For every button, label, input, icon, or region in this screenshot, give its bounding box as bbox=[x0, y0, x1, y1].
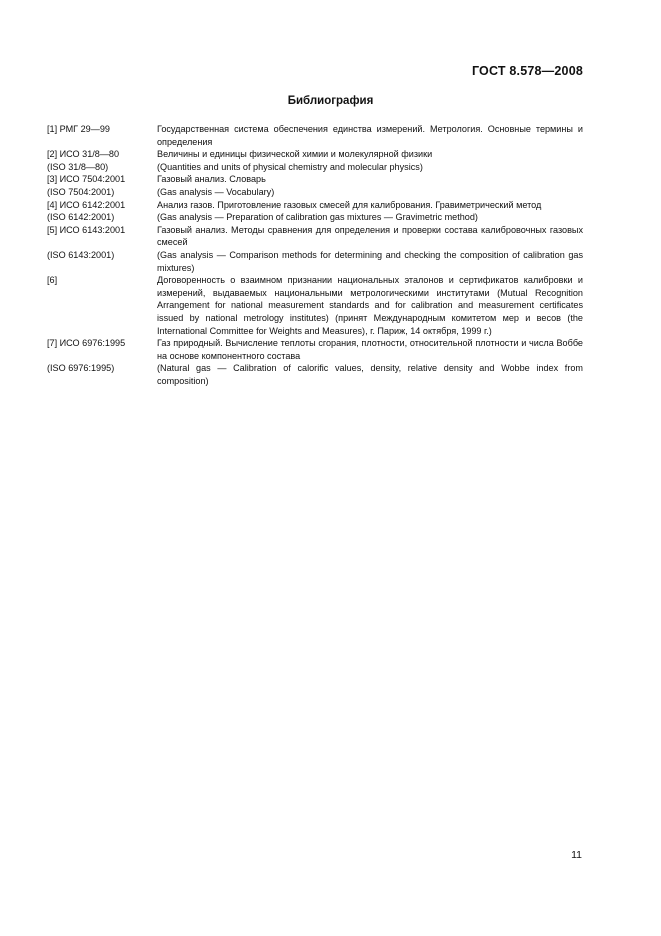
bibliography-entry bbox=[47, 224, 583, 249]
document-number: ГОСТ 8.578—2008 bbox=[471, 64, 583, 78]
entry-reference: [2] ИСО 31/8—80 bbox=[47, 149, 120, 160]
bibliography-title: Библиография bbox=[287, 95, 374, 107]
bibliography-list bbox=[47, 123, 583, 387]
bibliography-entry bbox=[47, 274, 583, 337]
bibliography-entry bbox=[47, 161, 583, 174]
bibliography-entry bbox=[47, 211, 583, 224]
bibliography-entry bbox=[47, 337, 583, 362]
entry-text: (Gas analysis — Comparison methods for determining and checking the composition of calibration gas mixtures) bbox=[157, 249, 583, 273]
bibliography-entry bbox=[47, 123, 583, 148]
entry-text: (Gas analysis — Preparation of calibration gas mixtures — Gravimetric method) bbox=[157, 212, 478, 223]
bibliography-entry bbox=[47, 362, 583, 387]
bibliography-entry bbox=[47, 186, 583, 199]
bibliography-entry bbox=[47, 249, 583, 274]
entry-reference: [6] bbox=[47, 275, 58, 286]
entry-reference: [5] ИСО 6143:2001 bbox=[47, 224, 126, 235]
entry-text: (Natural gas — Calibration of calorific values, density, relative density and Wobbe index from composition) bbox=[157, 363, 583, 386]
bibliography-entry bbox=[47, 199, 583, 212]
entry-reference: (ISO 6143:2001) bbox=[47, 249, 115, 260]
bibliography-entry bbox=[47, 148, 583, 161]
entry-text: (Quantities and units of physical chemistry and molecular physics) bbox=[157, 161, 423, 172]
entry-reference: [7] ИСО 6976:1995 bbox=[47, 338, 126, 349]
entry-reference: (ISO 6142:2001) bbox=[47, 212, 115, 223]
entry-text: (Gas analysis — Vocabulary) bbox=[157, 186, 275, 197]
entry-text: Анализ газов. Приготовление газовых смесей для калибрования. Гравиметрический метод bbox=[157, 199, 542, 210]
entry-reference: (ISO 31/8—80) bbox=[47, 161, 109, 172]
entry-reference: [1] РМГ 29—99 bbox=[47, 124, 110, 134]
entry-reference: (ISO 6976:1995) bbox=[47, 363, 115, 374]
entry-reference: [3] ИСО 7504:2001 bbox=[47, 174, 126, 185]
bibliography-entry bbox=[47, 173, 583, 186]
entry-text: Договоренность о взаимном признании национальных эталонов и сертификатов калибровки и измерений, выдаваемых национальными метрологическими институтами (Mutual Recognition Arrangement for national measurement standards and for calibration and measurement certificates issued by national metrology institutes) (принят Международным комитетом мер и весов (the International Committee for Weights and Measures), г. Париж, 14 октября, 1999 г.) bbox=[157, 275, 583, 336]
entry-text: Величины и единицы физической химии и молекулярной физики bbox=[157, 149, 433, 160]
entry-text: Газовый анализ. Методы сравнения для определения и проверки состава калибровочных газовых смесей bbox=[157, 224, 583, 248]
entry-reference: (ISO 7504:2001) bbox=[47, 186, 115, 197]
page-number: 11 bbox=[571, 849, 582, 861]
entry-text: Государственная система обеспечения единства измерений. Метрология. Основные термины и определения bbox=[157, 124, 583, 147]
entry-text: Газ природный. Вычисление теплоты сгорания, плотности, относительной плотности и числа Воббе на основе компонентного состава bbox=[157, 338, 583, 361]
entry-reference: [4] ИСО 6142:2001 bbox=[47, 199, 126, 210]
entry-text: Газовый анализ. Словарь bbox=[157, 174, 266, 185]
